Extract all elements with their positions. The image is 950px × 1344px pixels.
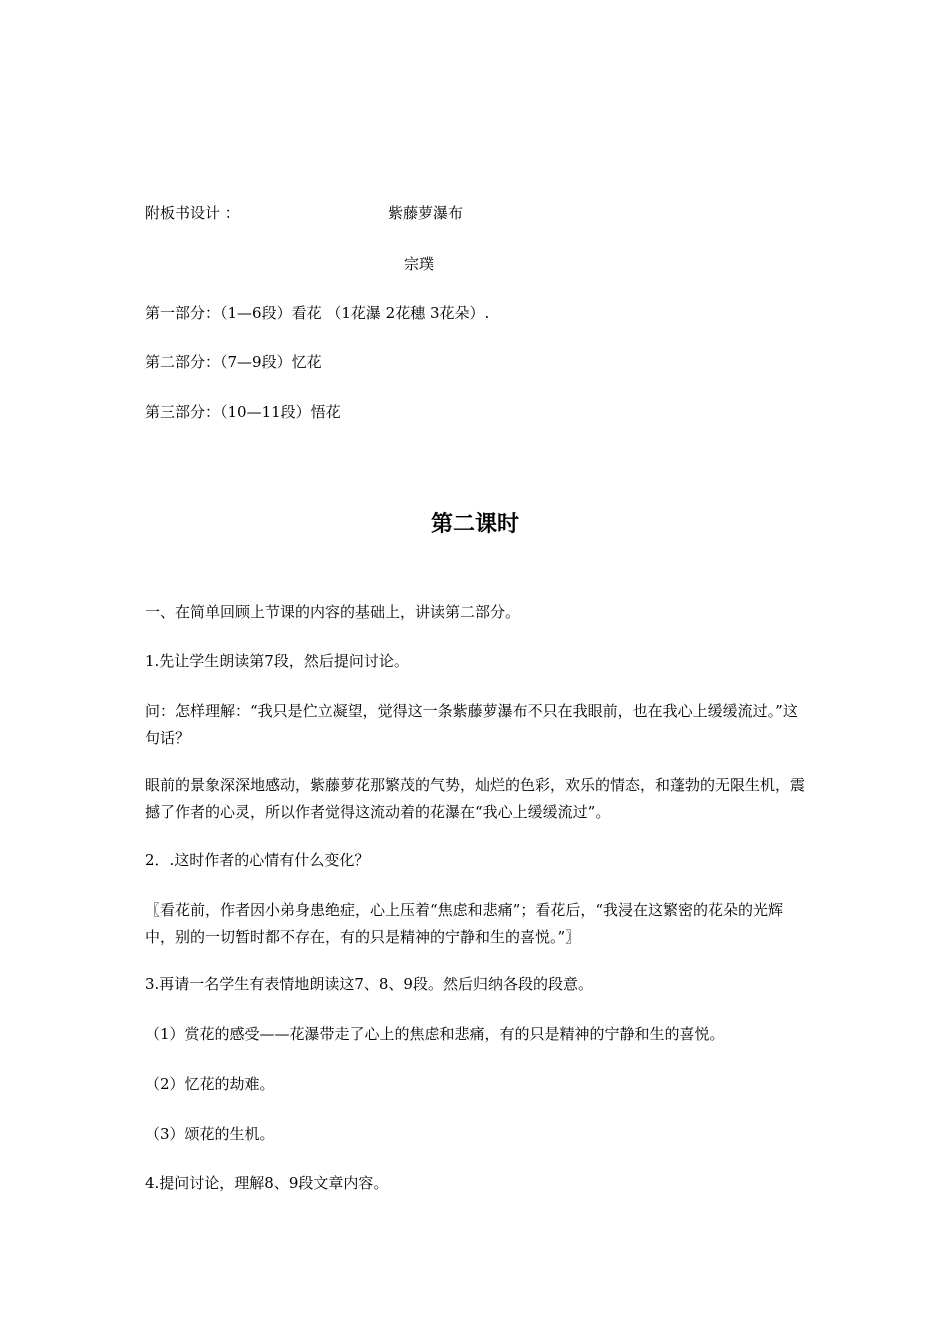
paragraph-2: 1.先让学生朗读第7段，然后提问讨论。: [145, 652, 409, 670]
paragraph-5: 2．.这时作者的心情有什么变化？: [145, 851, 370, 869]
paragraph-11: 4.提问讨论，理解8、9段文章内容。: [145, 1174, 389, 1192]
paragraph-6: 〖看花前，作者因小弟身患绝症，心上压着“焦虑和悲痛”；看花后，“我浸在这繁密的花朵的光辉中，别的一切暂时都不存在，有的只是精神的宁静和生的喜悦。”〗: [145, 901, 784, 946]
paragraph-8: （1）赏花的感受——花瀑带走了心上的焦虑和悲痛，有的只是精神的宁静和生的喜悦。: [145, 1025, 725, 1043]
paragraph-7: 3.再请一名学生有表情地朗读这7、8、9段。然后归纳各段的段意。: [145, 975, 593, 993]
paragraph-3: 问：怎样理解：“我只是伫立凝望，觉得这一条紫藤萝瀑布不只在我眼前，也在我心上缓缓流过。”这句话？: [145, 702, 798, 747]
paragraph-1: 一、在简单回顾上节课的内容的基础上，讲读第二部分。: [145, 603, 521, 621]
board-part-2: 第二部分：（7—9段）忆花: [145, 353, 322, 371]
paragraph-10: （3）颂花的生机。: [145, 1125, 275, 1143]
paragraph-4: 眼前的景象深深地感动，紫藤萝花那繁茂的气势，灿烂的色彩，欢乐的情态，和蓬勃的无限生机，震撼了作者的心灵，所以作者觉得这流动着的花瀑在“我心上缓缓流过”。: [145, 776, 806, 821]
board-part-3: 第三部分：（10—11段）悟花: [145, 403, 341, 421]
board-design-author: 宗璞: [404, 255, 435, 273]
board-part-1: 第一部分：（1—6段）看花 （1花瀑 2花穗 3花朵）.: [145, 304, 490, 322]
section-title: 第二课时: [430, 511, 519, 537]
paragraph-9: （2）忆花的劫难。: [145, 1075, 275, 1093]
board-design-label: 附板书设计 ：: [145, 204, 240, 222]
board-design-title: 紫藤萝瀑布: [388, 204, 464, 222]
